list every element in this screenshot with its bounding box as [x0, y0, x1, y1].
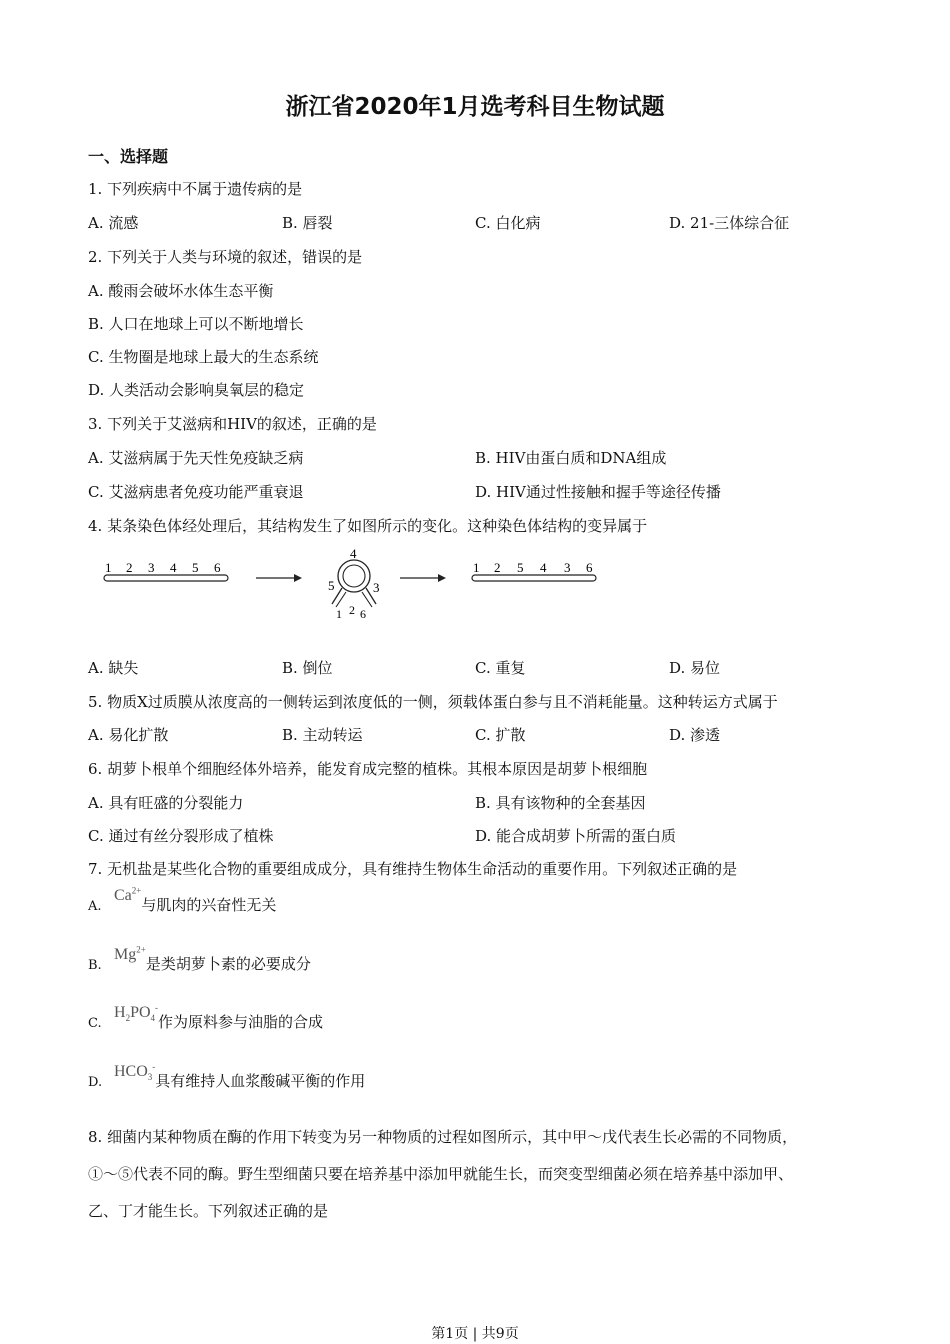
q3-option-a: A. 艾滋病属于先天性免疫缺乏病 — [88, 449, 304, 467]
q5-option-b: B. 主动转运 — [282, 726, 363, 744]
q1-option-b: B. 唇裂 — [282, 214, 333, 232]
gene-label: 4 — [170, 560, 177, 575]
q4-option-a: A. 缺失 — [88, 659, 139, 677]
q3-option-d: D. HIV通过性接触和握手等途径传播 — [475, 483, 721, 501]
question-2-stem: 2. 下列关于人类与环境的叙述，错误的是 — [88, 248, 363, 266]
question-5-stem: 5. 物质X过质膜从浓度高的一侧转运到浓度低的一侧，须载体蛋白参与且不消耗能量。这种转运方式属于 — [88, 693, 778, 711]
q4-option-d: D. 易位 — [669, 659, 721, 677]
gene-label: 6 — [586, 560, 593, 575]
arrow-right-icon — [256, 574, 302, 582]
q4-option-c: C. 重复 — [475, 659, 526, 677]
q6-option-b: B. 具有该物种的全套基因 — [475, 794, 646, 812]
q2-option-b: B. 人口在地球上可以不断地增长 — [88, 315, 304, 333]
gene-label: 6 — [214, 560, 221, 575]
q5-option-a: A. 易化扩散 — [88, 726, 169, 744]
gene-label: 2 — [349, 603, 355, 617]
question-8-stem-line-3: 乙、丁才能生长。下列叙述正确的是 — [88, 1202, 329, 1220]
section-heading: 一、选择题 — [88, 147, 169, 166]
q1-option-d: D. 21-三体综合征 — [669, 214, 790, 232]
gene-label: 3 — [148, 560, 155, 575]
q3-option-c: C. 艾滋病患者免疫功能严重衰退 — [88, 483, 304, 501]
gene-label: 3 — [564, 560, 571, 575]
page-footer: 第1页 | 共9页 — [431, 1326, 519, 1342]
question-6-stem: 6. 胡萝卜根单个细胞经体外培养，能发育成完整的植株。其根本原因是胡萝卜根细胞 — [88, 760, 648, 778]
q1-option-a: A. 流感 — [88, 214, 139, 232]
q6-option-d: D. 能合成胡萝卜所需的蛋白质 — [475, 827, 677, 845]
q4-option-b: B. 倒位 — [282, 659, 333, 677]
question-7-stem: 7. 无机盐是某些化合物的重要组成成分，具有维持生物体生命活动的重要作用。下列叙述正确的是 — [88, 860, 738, 878]
q5-option-d: D. 渗透 — [669, 726, 721, 744]
q2-option-c: C. 生物圈是地球上最大的生态系统 — [88, 348, 319, 366]
arrow-right-icon — [400, 574, 446, 582]
chromosome-inversion-figure — [96, 546, 616, 624]
q2-option-a: A. 酸雨会破坏水体生态平衡 — [88, 282, 274, 300]
gene-label: 3 — [373, 580, 380, 595]
q1-option-c: C. 白化病 — [475, 214, 541, 232]
gene-label: 1 — [336, 607, 342, 621]
chromosome-loop — [328, 546, 380, 621]
q6-option-a: A. 具有旺盛的分裂能力 — [88, 794, 244, 812]
gene-label: 4 — [540, 560, 547, 575]
question-4-stem: 4. 某条染色体经处理后，其结构发生了如图所示的变化。这种染色体结构的变异属于 — [88, 517, 648, 535]
q3-option-b: B. HIV由蛋白质和DNA组成 — [475, 449, 667, 467]
page-title: 浙江省2020年1月选考科目生物试题 — [285, 94, 665, 120]
q7-option-c: $C.H_2PO_4^-$作为原料参与油脂的合成 — [88, 1002, 324, 1031]
q5-option-c: C. 扩散 — [475, 726, 526, 744]
chromosome-after — [472, 560, 596, 581]
magnesium-ion-formula: $Mg^{2+}$ — [114, 944, 146, 963]
gene-label: 6 — [360, 607, 366, 621]
dihydrogen-phosphate-formula: $H_2PO_4^-$ — [114, 1002, 159, 1024]
question-8-stem-line-2: ①～⑤代表不同的酶。野生型细菌只要在培养基中添加甲就能生长，而突变型细菌必须在培养基中添加甲、 — [88, 1165, 794, 1183]
q2-option-d: D. 人类活动会影响臭氧层的稳定 — [88, 381, 305, 399]
q7-option-b: $B.Mg^{2+}$是类胡萝卜素的必要成分 — [88, 944, 311, 973]
chromosome-before — [104, 560, 228, 581]
question-3-stem: 3. 下列关于艾滋病和HIV的叙述，正确的是 — [88, 415, 377, 433]
q7-option-a: $A.Ca^{2+}$与肌肉的兴奋性无关 — [88, 885, 277, 914]
gene-label: 2 — [126, 560, 133, 575]
gene-label: 5 — [328, 578, 335, 593]
gene-label: 2 — [494, 560, 501, 575]
gene-label: 1 — [105, 560, 112, 575]
gene-label: 5 — [517, 560, 524, 575]
calcium-ion-formula: $Ca^{2+}$ — [114, 885, 142, 904]
gene-label: 5 — [192, 560, 199, 575]
q7-option-d: $D.HCO_3^-$具有维持人血浆酸碱平衡的作用 — [88, 1061, 366, 1090]
gene-label: 4 — [350, 546, 357, 561]
question-8-stem-line-1: 8. 细菌内某种物质在酶的作用下转变为另一种物质的过程如图所示，其中甲～戊代表生长必需的不同物质， — [88, 1128, 798, 1146]
q6-option-c: C. 通过有丝分裂形成了植株 — [88, 827, 274, 845]
bicarbonate-formula: $HCO_3^-$ — [114, 1061, 156, 1083]
gene-label: 1 — [473, 560, 480, 575]
question-1-stem: 1. 下列疾病中不属于遗传病的是 — [88, 180, 303, 198]
